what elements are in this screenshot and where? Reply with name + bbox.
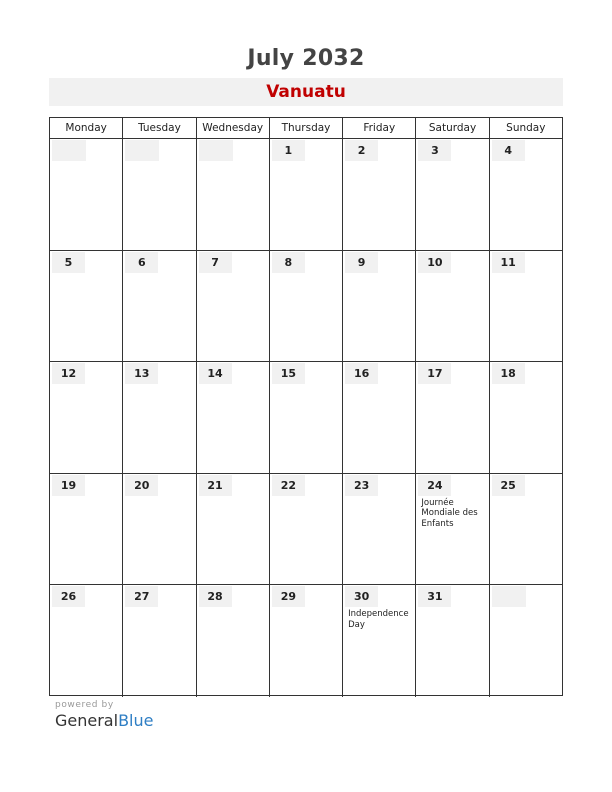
weeks-container xyxy=(50,139,562,697)
day-cell xyxy=(269,362,342,473)
day-cell xyxy=(196,362,269,473)
calendar-title: July 2032 xyxy=(247,46,365,71)
day-number: 6 xyxy=(125,252,158,273)
week-row xyxy=(50,362,562,474)
day-cell xyxy=(415,362,488,473)
footer-branding xyxy=(55,700,153,730)
holiday-label: Independence Day xyxy=(348,609,409,630)
empty-day-badge xyxy=(492,586,526,607)
day-number: 28 xyxy=(199,586,232,607)
country-banner xyxy=(49,78,563,106)
day-number: 30 xyxy=(345,586,378,607)
day-cell xyxy=(269,251,342,362)
weekday-header: Sunday xyxy=(489,118,562,138)
brand-blue-text: Blue xyxy=(118,711,154,730)
week-row xyxy=(50,139,562,251)
weekday-header: Tuesday xyxy=(122,118,195,138)
powered-by-label: powered by xyxy=(55,700,114,710)
day-cell xyxy=(269,139,342,250)
day-cell xyxy=(342,362,415,473)
country-name: Vanuatu xyxy=(266,82,346,102)
generalblue-logo xyxy=(55,711,153,730)
day-cell xyxy=(415,251,488,362)
day-number: 18 xyxy=(492,363,525,384)
day-cell xyxy=(415,139,488,250)
day-cell xyxy=(269,474,342,585)
day-cell xyxy=(489,139,562,250)
day-number: 9 xyxy=(345,252,378,273)
day-cell xyxy=(122,139,195,250)
day-number: 10 xyxy=(418,252,451,273)
day-number: 15 xyxy=(272,363,305,384)
day-number: 31 xyxy=(418,586,451,607)
day-number: 26 xyxy=(52,586,85,607)
week-row xyxy=(50,474,562,586)
empty-day-badge xyxy=(125,140,159,161)
day-cell xyxy=(196,474,269,585)
weekday-header: Monday xyxy=(65,122,107,134)
day-number: 12 xyxy=(52,363,85,384)
day-cell xyxy=(50,251,122,362)
day-number: 27 xyxy=(125,586,158,607)
day-cell xyxy=(196,251,269,362)
day-cell xyxy=(415,585,488,697)
day-number: 22 xyxy=(272,475,305,496)
weekday-header: Friday xyxy=(342,118,415,138)
day-cell xyxy=(489,474,562,585)
weekday-header: Saturday xyxy=(415,118,488,138)
day-number: 2 xyxy=(345,140,378,161)
brand-general-text: General xyxy=(55,711,119,730)
day-number: 3 xyxy=(418,140,451,161)
day-number: 21 xyxy=(199,475,232,496)
day-cell xyxy=(50,362,122,473)
day-number: 11 xyxy=(492,252,525,273)
day-cell xyxy=(342,139,415,250)
day-number: 7 xyxy=(199,252,232,273)
weekday-header-row xyxy=(50,118,562,139)
empty-day-badge xyxy=(199,140,233,161)
day-cell xyxy=(269,585,342,697)
day-number: 23 xyxy=(345,475,378,496)
day-cell xyxy=(196,585,269,697)
day-number: 8 xyxy=(272,252,305,273)
weekday-header: Wednesday xyxy=(196,118,269,138)
day-cell xyxy=(50,139,122,250)
week-row xyxy=(50,251,562,363)
day-number: 13 xyxy=(125,363,158,384)
empty-day-badge xyxy=(52,140,86,161)
day-cell xyxy=(342,474,415,585)
day-cell xyxy=(122,362,195,473)
day-number: 1 xyxy=(272,140,305,161)
day-number: 24 xyxy=(418,475,451,496)
day-cell xyxy=(50,474,122,585)
day-cell xyxy=(122,251,195,362)
day-number: 14 xyxy=(199,363,232,384)
day-cell xyxy=(122,585,195,697)
day-cell xyxy=(489,251,562,362)
day-number: 4 xyxy=(492,140,525,161)
month-calendar-grid xyxy=(49,117,563,696)
weekday-header: Thursday xyxy=(269,118,342,138)
day-cell xyxy=(50,585,122,697)
week-row xyxy=(50,585,562,697)
day-cell xyxy=(489,585,562,697)
day-number: 19 xyxy=(52,475,85,496)
day-cell xyxy=(122,474,195,585)
day-cell xyxy=(489,362,562,473)
day-number: 5 xyxy=(52,252,85,273)
day-number: 16 xyxy=(345,363,378,384)
holiday-label: Journée Mondiale des Enfants xyxy=(421,497,478,529)
day-cell xyxy=(415,474,488,585)
day-number: 25 xyxy=(492,475,525,496)
day-number: 17 xyxy=(418,363,451,384)
day-cell xyxy=(196,139,269,250)
day-cell xyxy=(342,251,415,362)
day-number: 20 xyxy=(125,475,158,496)
day-cell xyxy=(342,585,415,697)
day-number: 29 xyxy=(272,586,305,607)
